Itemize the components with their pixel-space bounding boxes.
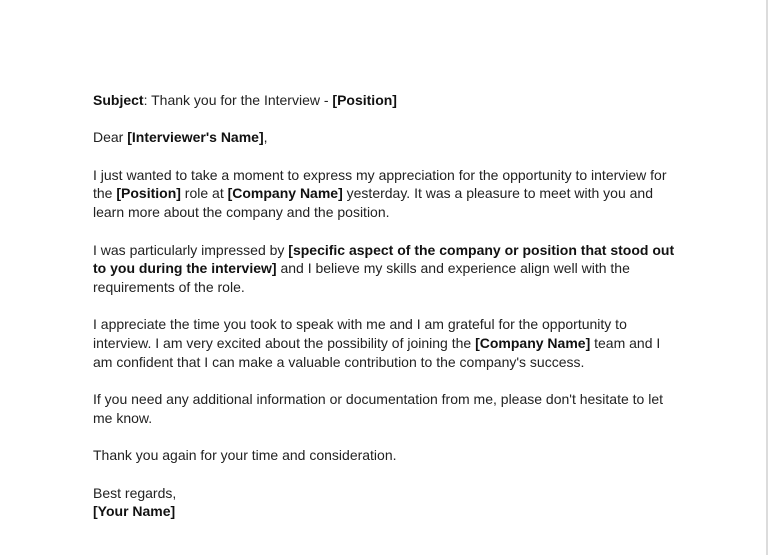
- paragraph-text: I appreciate the time you took to speak with me and I am grateful for the opportunity to interview. I am very excited about the possibility of joining the: [93, 316, 627, 352]
- paragraph-text: I was particularly impressed by: [93, 241, 289, 258]
- signoff-block: [93, 484, 683, 521]
- company-name-placeholder: [Company Name]: [227, 185, 343, 202]
- greeting-line: [93, 128, 683, 147]
- paragraph-impressed: [93, 241, 683, 297]
- paragraph-excited: [93, 315, 683, 371]
- subject-text: : Thank you for the Interview -: [143, 92, 333, 108]
- paragraph-text: yesterday. It was a pleasure to meet with you and learn more about the company and the position.: [93, 185, 653, 221]
- paragraph-thanks: Thank you again for your time and consideration.: [93, 447, 397, 464]
- subject-position-placeholder: [Position]: [332, 92, 397, 108]
- greeting-suffix: ,: [263, 129, 268, 146]
- paragraph-appreciation: [93, 166, 683, 222]
- your-name-placeholder: [Your Name]: [93, 503, 176, 520]
- subject-label: Subject: [93, 92, 144, 108]
- paragraph-text: team and I am confident that I can make a valuable contribution to the company's success.: [93, 335, 661, 370]
- company-name-placeholder: [Company Name]: [475, 335, 591, 352]
- closing-text: Best regards,: [93, 484, 177, 501]
- position-placeholder: [Position]: [116, 185, 181, 202]
- paragraph-additional-info: If you need any additional information or documentation from me, please don't hesitate to let me know.: [93, 391, 664, 426]
- interviewer-name-placeholder: [Interviewer's Name]: [127, 129, 264, 146]
- specific-aspect-placeholder: [specific aspect of the company or position that stood out to you during the interview]: [93, 241, 675, 277]
- paragraph-text: role at: [180, 185, 228, 202]
- greeting-prefix: Dear: [93, 129, 128, 146]
- email-letter-body[interactable]: [93, 91, 683, 540]
- paragraph-text: and I believe my skills and experience align well with the requirements of the role.: [93, 260, 630, 295]
- subject-line: [93, 91, 683, 110]
- paragraph-text: I just wanted to take a moment to express my appreciation for the opportunity to interview for the: [93, 166, 667, 202]
